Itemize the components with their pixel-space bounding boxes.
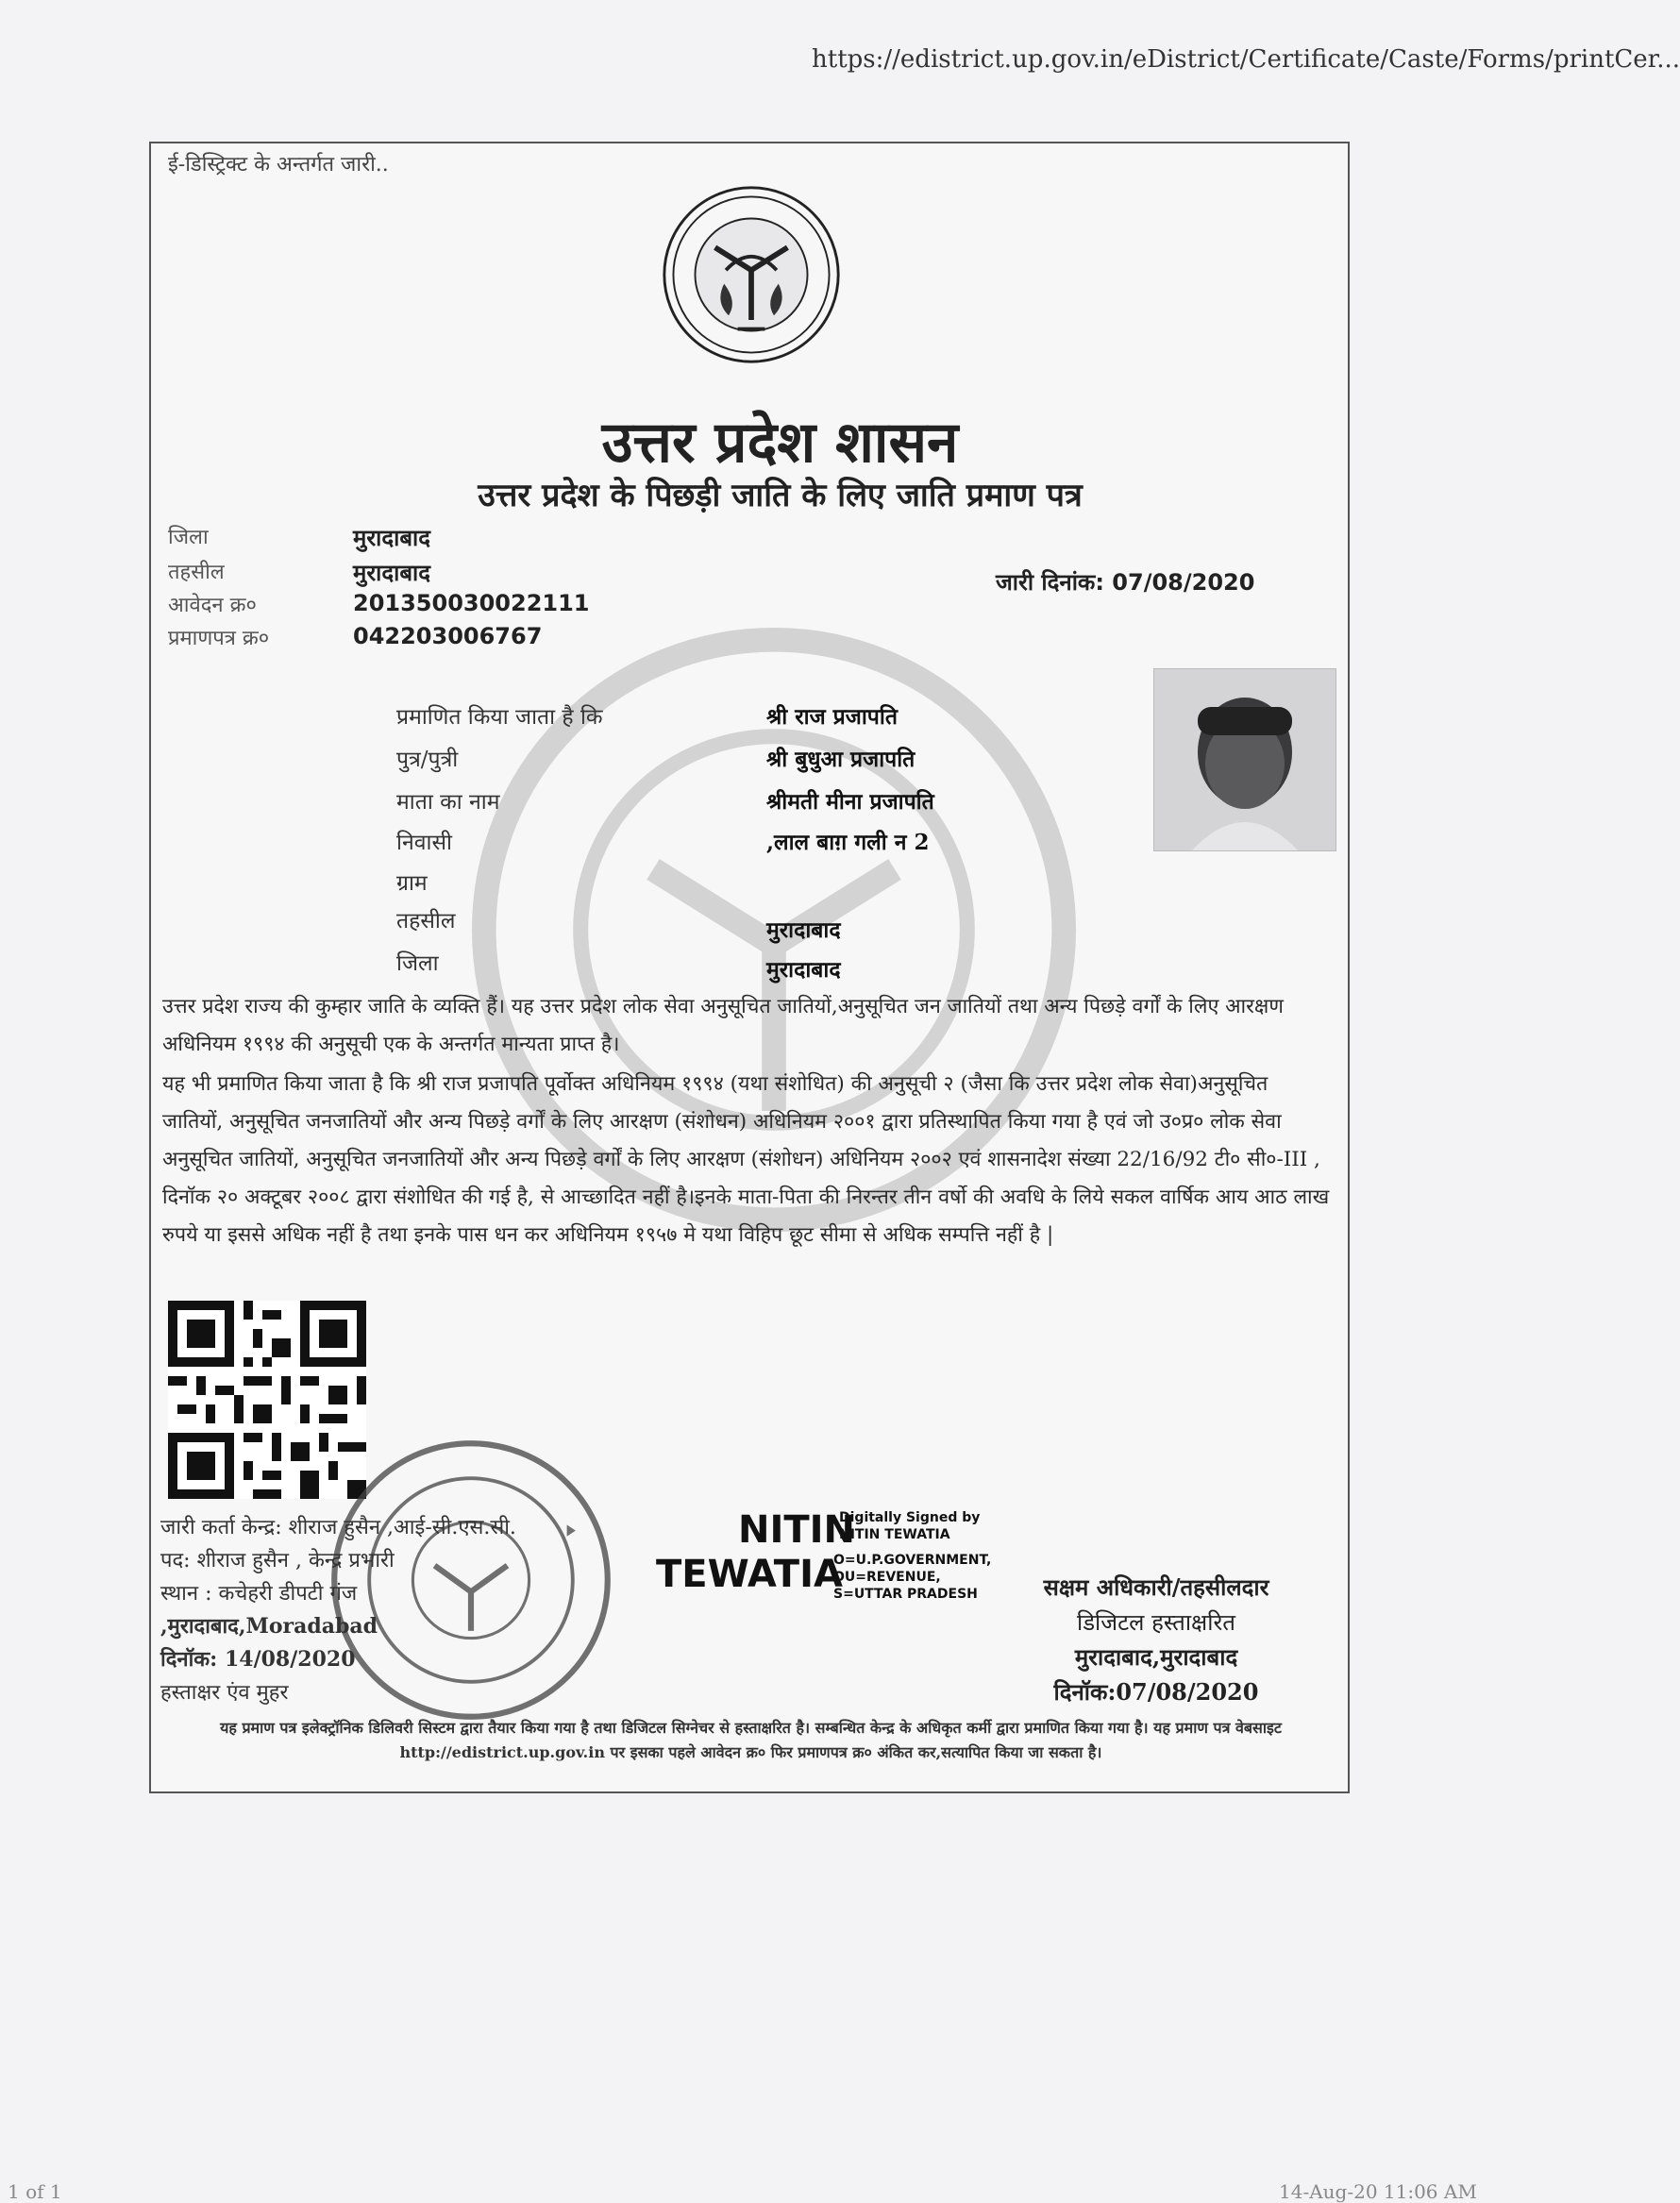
officer-date: दिनॉक:07/08/2020 <box>1053 1678 1259 1706</box>
digital-signature-line-2: NITIN TEWATIA <box>839 1527 950 1542</box>
issuer-place-line-1: स्थान : कचेहरी डीपटी गंज <box>160 1582 358 1606</box>
page-number: 1 of 1 <box>8 2180 62 2203</box>
browser-url: https://edistrict.up.gov.in/eDistrict/Certificate/Caste/Forms/printCer... <box>812 45 1680 74</box>
field-value-father: श्री बुधुआ प्रजापति <box>766 747 916 772</box>
issue-date: जारी दिनांक: 07/08/2020 <box>996 569 1255 596</box>
field-label-district: जिला <box>396 951 439 976</box>
district-value: मुरादाबाद <box>353 525 431 551</box>
field-label-tehsil: तहसील <box>396 909 456 933</box>
issuer-date: दिनॉक: 14/08/2020 <box>160 1647 356 1672</box>
digital-signature-line-3: O=U.P.GOVERNMENT, <box>833 1553 992 1568</box>
application-number-value: 201350030022111 <box>353 590 590 616</box>
signature-seal-label: हस्ताक्षर एंव मुहर <box>160 1681 289 1705</box>
field-value-mother: श्रीमती मीना प्रजापति <box>766 789 934 815</box>
body-paragraph-1: उत्तर प्रदेश राज्य की कुम्हार जाति के व्यक्ति हैं। यह उत्तर प्रदेश लोक सेवा अनुसूचित जातियों,अनुसूचित जन जातियों तथा अन्य पिछड़े वर्गों के लिए आरक्षण अधिनियम १९९४ की अनुसूची एक के अन्तर्गत मान्यता प्राप्त है। <box>162 995 1284 1056</box>
field-label-certified: प्रमाणित किया जाता है कि <box>396 705 603 730</box>
certificate-body <box>162 988 1333 1254</box>
field-label-mother: माता का नाम <box>396 790 500 815</box>
certificate-number-label: प्रमाणपत्र क्र० <box>168 627 270 650</box>
issuer-post: पद: शीराज हुसैन , केन्द्र प्रभारी <box>160 1549 395 1572</box>
digital-signature-name-line-2: TEWATIA <box>656 1553 843 1596</box>
tehsil-label: तहसील <box>168 561 225 584</box>
issuer-place-line-2: ,मुरादाबाद,Moradabad <box>160 1614 378 1639</box>
district-label: जिला <box>168 526 209 549</box>
field-label-resident: निवासी <box>396 831 452 855</box>
print-timestamp: 14-Aug-20 11:06 AM <box>1279 2180 1477 2203</box>
officer-digitally-signed: डिजिटल हस्ताक्षरित <box>1077 1609 1235 1636</box>
verification-note: यह प्रमाण पत्र इलेक्ट्रॉनिक डिलिवरी सिस्टम द्वारा तैयार किया गया है तथा डिजिटल सिग्नेचर से हस्ताक्षरित है। सम्बन्धित केन्द्र के अधिकृत कर्मी द्वारा प्रमाणित किया गया है। यह प्रमाण पत्र वेबसाइट http://edistrict.up.gov.in पर इसका पहले आवेदन क्र० फिर प्रमाणपत्र क्र० अंकित कर,सत्यापित किया जा सकता है। <box>220 1719 1282 1761</box>
issuer-seal-stamp-icon <box>326 1435 616 1725</box>
application-number-label: आवेदन क्र० <box>168 594 257 617</box>
field-value-resident: ,लाल बाग़ गली न 2 <box>766 830 930 855</box>
digital-signature-name-line-1: NITIN <box>738 1508 856 1552</box>
certificate-number-value: 042203006767 <box>353 623 543 649</box>
government-title: उत्तर प्रदेश शासन <box>601 410 959 476</box>
issuing-center: जारी कर्ता केन्द्र: शीराज हुसैन ,आई-सी.एस.सी. <box>160 1516 516 1539</box>
tehsil-value: मुरादाबाद <box>353 560 431 586</box>
issued-under-text: ई-डिस्ट्रिक्ट के अन्तर्गत जारी.. <box>168 153 389 177</box>
certificate-title: उत्तर प्रदेश के पिछड़ी जाति के लिए जाति प्रमाण पत्र <box>478 477 1083 514</box>
officer-place: मुरादाबाद,मुरादाबाद <box>1074 1643 1238 1671</box>
field-value-name: श्री राज प्रजापति <box>766 704 898 730</box>
field-label-village: ग्राम <box>396 871 428 896</box>
applicant-photo <box>1153 668 1336 851</box>
body-paragraph-2: यह भी प्रमाणित किया जाता है कि श्री राज प्रजापति पूर्वोक्त अधिनियम १९९४ (यथा संशोधित) की अनुसूची २ (जैसा कि उत्तर प्रदेश लोक सेवा)अनुसूचित जातियों, अनुसूचित जनजातियों और अन्य पिछड़े वर्गों के लिए आरक्षण (संशोधन) अधिनियम २००१ द्वारा प्रतिस्थापित किया गया है एवं जो उ०प्र० लोक सेवा अनुसूचित जातियों, अनुसूचित जनजातियों और अन्य पिछड़े वर्गों के लिए आरक्षण (संशोधन) अधिनियम २००२ एवं शासनादेश संख्या 22/16/92 टी० सी०-III , दिनॉक २० अक्टूबर २००८ द्वारा संशोधित की गई है, से आच्छादित नहीं है।इनके माता-पिता की निरन्तर तीन वर्षो की अवधि के लिये सकल वार्षिक आय आठ लाख रुपये या इससे अधिक नहीं है तथा इनके पास धन कर अधिनियम १९५७ मे यथा विहिप छूट सीमा से अधिक सम्पत्ति नहीं है | <box>162 1072 1330 1247</box>
field-label-child-of: पुत्र/पुत्री <box>396 748 459 772</box>
field-value-tehsil: मुरादाबाद <box>766 917 841 943</box>
digital-signature-line-5: S=UTTAR PRADESH <box>833 1587 978 1602</box>
up-government-emblem-icon <box>661 184 842 365</box>
digital-signature-line-4: OU=REVENUE, <box>833 1570 941 1585</box>
field-value-district: मुरादाबाद <box>766 957 841 983</box>
officer-title: सक्षम अधिकारी/तहसीलदार <box>1043 1573 1269 1601</box>
digital-signature-line-1: Digitally Signed by <box>839 1510 981 1525</box>
